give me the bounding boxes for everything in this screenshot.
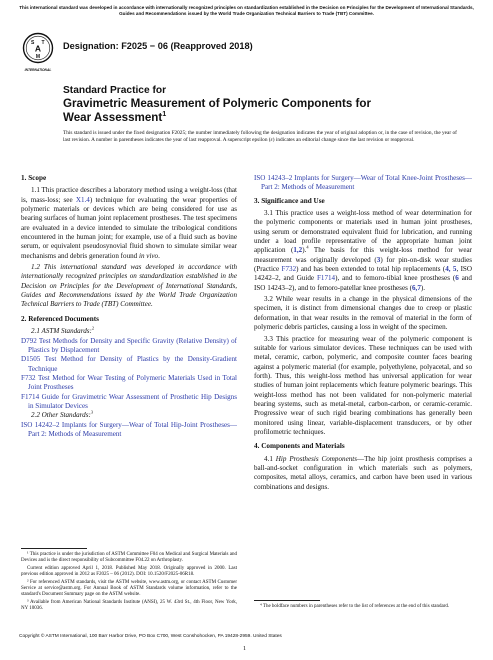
page-number: 1: [243, 645, 247, 652]
footnote-1-edition: Current edition approved April 1, 2018. Published May 2018. Originally approved in 2000. Last previous edition approved in 2012 as F2025 – 06 (2012). DOI: 10.1520/F2025-06R18.: [21, 565, 237, 578]
footnote-rule: [254, 600, 320, 601]
para-4-1: 4.1 Hip Prosthesis Components—The hip joint prosthesis comprises a ball-and-socket configuration in which materials such as polymers, composites, metal alloys, ceramics, and carbon have been used in various combinations and designs.: [254, 454, 473, 491]
section-1-heading: 1. Scope: [21, 174, 47, 182]
para-1-1: 1.1 This practice describes a laboratory method using a weight-loss (that is, mass-loss; see X1.4) technique for evaluating the wear properties of polymeric materials or devices which are being considered for use as bearing surfaces of human joint replacement prostheses. The test specimens are evaluated in a device intended to simulate the tribological conditions encountered in the human joint; for example, use of a fluid such as bovine serum, or equivalent pseudosynovial fluid shown to simulate similar wear mechanisms and debris generation found in vivo.: [21, 186, 237, 260]
ref-d792[interactable]: [21, 337, 237, 356]
ref-d1505[interactable]: [21, 355, 237, 374]
title-line-2: Gravimetric Measurement of Polymeric Components for: [63, 97, 371, 110]
title-line-3: Wear Assessment$^1$: [63, 109, 167, 124]
para-2-1: 2.1 ASTM Standards:$^2$: [31, 325, 95, 336]
ref-link[interactable]: 3: [376, 255, 381, 264]
right-column: [254, 174, 472, 492]
footnote-2: ² For referenced ASTM standards, visit the ASTM website, www.astm.org, or contact ASTM Customer Service at service@astm.org. For Annual Book of ASTM Standards volume information, refer to the standard's Document Summary page on the ASTM website.: [21, 579, 237, 598]
para-3-3: 3.3 This practice for measuring wear of the polymeric component is suitable for various simulator devices. These techniques can be used with metal, ceramic, carbon, polymeric, and composite counter faces bearing against a polymeric material (for example, polyethylene, polyacetal, and so forth). Thus, this weight-loss method has universal application for wear studies of human joint replacements which feature polymeric bearings. This weight-loss method has not been validated for non-polymeric material bearing systems, such as metal-metal, carbon-carbon, or ceramic-ceramic. Progressive wear of such rigid bearing combinations has generally been monitored using linear, variable-displacement transducers, or by other profilometric techniques.: [254, 334, 472, 436]
document-title: [63, 84, 463, 125]
link-f1714[interactable]: F1714: [316, 274, 336, 283]
ref-title[interactable]: Test Method for Wear Testing of Polymeric Materials Used in Total Joint Prostheses: [28, 373, 237, 392]
ref-title[interactable]: Test Methods for Density and Specific Gravity (Relative Density) of Plastics by Displacement: [28, 336, 237, 354]
ref-title[interactable]: Guide for Gravimetric Wear Assessment of Prosthetic Hip Designs in Simulator Devices: [28, 392, 237, 410]
ref-code[interactable]: D1505: [21, 355, 41, 364]
section-2-heading: 2. Referenced Documents: [21, 314, 99, 323]
footnote-rule: [21, 548, 87, 549]
para-1-2: 1.2 This international standard was developed in accordance with internationally recognized principles on standardization established in the Decision on Principles for the Development of International Standards, Guides and Recommendations issued by the World Trade Organization Technical Barriers to Trade (TBT) Committee.: [21, 263, 237, 309]
title-line-1: Standard Practice for: [63, 85, 167, 96]
designation: Designation: F2025 − 06 (Reapproved 2018): [63, 41, 253, 51]
title-footnote-mark: 1: [162, 109, 167, 119]
right-footnotes: [254, 600, 472, 611]
copyright-line: Copyright © ASTM International, 100 Barr Harbor Drive, PO Box C700, West Conshohocken, PA 19428-2959. United States: [19, 634, 282, 639]
para-3-1: 3.1 This practice uses a weight-loss method of wear determination for the polymeric components or materials used in human joint prostheses, using serum or demonstrated equivalent fluid for lubrication, and running under a load profile representative of the appropriate human joint application (1,2).$^4$ The basis for this weight-loss method for wear measurement was originally developed (3) for pin-on-disk wear studies (Practice F732) and has been extended to total hip replacements (4, 5, ISO 14242–2, and Guide F1714), and to femoro-tibial knee prostheses (6 and ISO 14243–2), and to femoro-patellar knee prostheses (6,7).: [254, 209, 472, 292]
svg-text:INTERNATIONAL: INTERNATIONAL: [24, 68, 52, 72]
svg-text:T: T: [41, 40, 45, 46]
ref-link[interactable]: 4, 5: [445, 265, 457, 274]
ref-f732[interactable]: [21, 374, 237, 393]
ref-code[interactable]: ISO 14243–2: [254, 174, 293, 182]
ref-code[interactable]: F732: [21, 373, 36, 382]
link-x1-4[interactable]: X1.4: [75, 195, 90, 204]
ref-code[interactable]: D792: [21, 336, 37, 345]
tbt-notice: This international standard was developed in accordance with internationally recognized principles on standardization established in the Decision on Principles for the Development of International Standards, Guides and Recommendations issued by the World Trade Organization Technical Barriers to Trade (TBT) Committee.: [19, 5, 474, 16]
svg-text:A: A: [34, 43, 42, 54]
left-footnotes: [21, 548, 237, 613]
svg-text:M: M: [35, 54, 41, 60]
ref-code[interactable]: F1714: [21, 392, 40, 401]
issuance-note: This standard is issued under the fixed designation F2025; the number immediately following the designation indicates the year of original adoption or, in the case of revision, the year of last revision. A number in parentheses indicates the year of last reapproval. A superscript epsilon (ε) indicates an editorial change since the last revision or reapproval.: [63, 130, 457, 143]
ref-iso-14243-2[interactable]: [254, 174, 472, 193]
ref-title[interactable]: Test Method for Density of Plastics by the Density-Gradient Technique: [28, 355, 237, 373]
ref-title[interactable]: Implants for Surgery—Wear of Total Hip-Joint Prostheses—Part 2: Methods of Measurement: [28, 420, 237, 438]
ref-f1714[interactable]: [21, 393, 237, 412]
ref-title[interactable]: Implants for Surgery—Wear of Total Knee-Joint Prostheses—Part 2: Methods of Measurement: [261, 174, 472, 192]
footnote-3: ³ Available from American National Standards Institute (ANSI), 25 W. 43rd St., 4th Floor, New York, NY 10036.: [21, 599, 237, 611]
ref-code[interactable]: ISO 14242–2: [21, 420, 60, 429]
ref-link[interactable]: 6,7: [412, 283, 421, 292]
section-3-heading: 3. Significance and Use: [254, 196, 325, 205]
astm-logo: [20, 32, 56, 74]
para-3-2: 3.2 While wear results in a change in the physical dimensions of the specimen, it is distinct from dimensional changes due to creep or plastic deformation, in that wear results in the removal of material in the form of polymeric debris particles, causing a loss in weight of the specimen.: [254, 295, 472, 332]
section-4-heading: 4. Components and Materials: [254, 442, 345, 451]
link-f732[interactable]: F732: [281, 265, 297, 274]
ref-iso-14242-2[interactable]: [21, 421, 237, 440]
svg-text:S: S: [31, 40, 35, 46]
footnote-1: ¹ This practice is under the jurisdiction of ASTM Committee F04 on Medical and Surgical Materials and Devices and is the direct responsibility of Subcommittee F04.22 on Arthroplasty.: [21, 552, 237, 564]
ref-link[interactable]: 1,2: [293, 246, 303, 255]
footnote-4: ⁴ The boldface numbers in parentheses refer to the list of references at the end of this standard.: [260, 604, 450, 609]
ref-link[interactable]: 6: [455, 274, 459, 283]
para-2-2: 2.2 Other Standards:$^3$: [31, 409, 94, 420]
left-column: [21, 174, 237, 439]
